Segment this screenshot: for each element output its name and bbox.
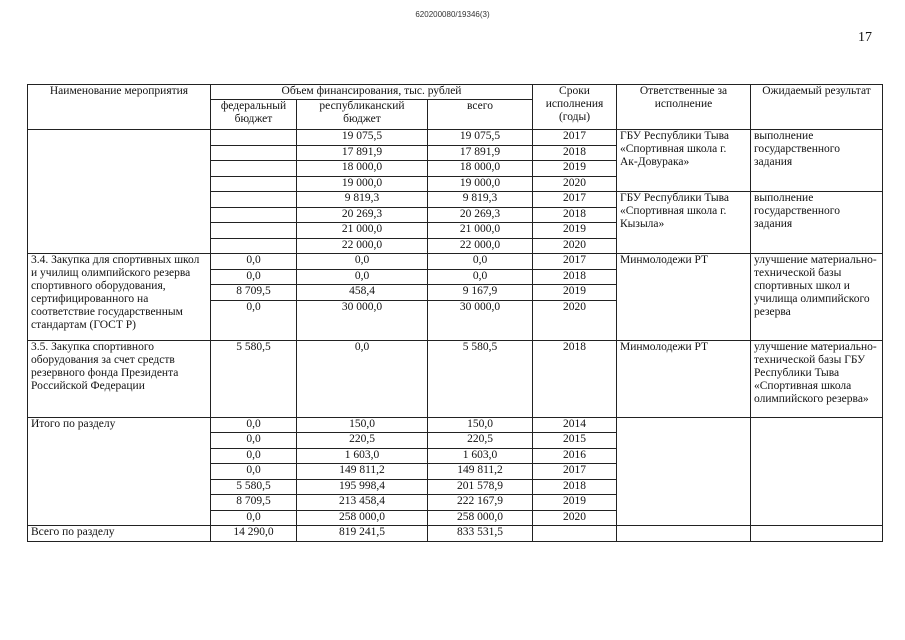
year-cell [533, 526, 617, 542]
total-cell: 833 531,5 [428, 526, 533, 542]
responsible-cell: Минмолодежи РТ [617, 254, 751, 341]
total-cell: 19 075,5 [428, 130, 533, 146]
header-name: Наименование мероприятия [28, 85, 211, 130]
federal-cell: 0,0 [211, 300, 297, 340]
republic-cell: 9 819,3 [297, 192, 428, 208]
year-cell: 2018 [533, 269, 617, 285]
federal-cell [211, 223, 297, 239]
item-3-4-name: 3.4. Закупка для спортивных школ и училищ олимпийского резерва спортивного оборудования, сертифицированного на соответствие государственным стандартам (ГОСТ Р) [28, 254, 211, 341]
responsible-cell: ГБУ Республики Тыва «Спортивная школа г. Кызыла» [617, 192, 751, 254]
header-result: Ожидаемый результат [751, 85, 883, 130]
year-cell: 2017 [533, 464, 617, 480]
total-cell: 9 819,3 [428, 192, 533, 208]
result-cell: улучшение материально-технической базы ГБУ Республики Тыва «Спортивная школа олимпийского резерва» [751, 340, 883, 417]
year-cell: 2018 [533, 479, 617, 495]
year-cell: 2017 [533, 254, 617, 270]
responsible-cell [617, 526, 751, 542]
result-cell: улучшение материально-технической базы спортивных школ и училища олимпийского резерва [751, 254, 883, 341]
federal-cell: 8 709,5 [211, 285, 297, 301]
result-cell: выполнение государственного задания [751, 130, 883, 192]
federal-cell: 0,0 [211, 448, 297, 464]
year-cell: 2014 [533, 417, 617, 433]
year-cell: 2020 [533, 300, 617, 340]
republic-cell: 18 000,0 [297, 161, 428, 177]
empty-name-cell [28, 130, 211, 254]
federal-cell [211, 176, 297, 192]
header-total: всего [428, 100, 533, 130]
republic-cell: 19 075,5 [297, 130, 428, 146]
republic-cell: 21 000,0 [297, 223, 428, 239]
total-cell: 30 000,0 [428, 300, 533, 340]
republic-cell: 0,0 [297, 340, 428, 417]
republic-cell: 0,0 [297, 254, 428, 270]
year-cell: 2015 [533, 433, 617, 449]
responsible-cell: ГБУ Республики Тыва «Спортивная школа г. Ак-Довурака» [617, 130, 751, 192]
year-cell: 2019 [533, 495, 617, 511]
federal-cell: 5 580,5 [211, 340, 297, 417]
republic-cell: 258 000,0 [297, 510, 428, 526]
header-terms: Сроки исполнения (годы) [533, 85, 617, 130]
header-republic: республиканский бюджет [297, 100, 428, 130]
total-cell: 0,0 [428, 254, 533, 270]
header-federal: федеральный бюджет [211, 100, 297, 130]
result-cell [751, 526, 883, 542]
total-cell: 17 891,9 [428, 145, 533, 161]
header-funding: Объем финансирования, тыс. рублей [211, 85, 533, 100]
year-cell: 2020 [533, 176, 617, 192]
federal-cell: 0,0 [211, 510, 297, 526]
item-3-5-name: 3.5. Закупка спортивного оборудования за счет средств резервного фонда Президента Российской Федерации [28, 340, 211, 417]
federal-cell: 0,0 [211, 433, 297, 449]
itogo-label: Итого по разделу [28, 417, 211, 526]
document-code: 620200080/19346(3) [415, 10, 490, 19]
year-cell: 2019 [533, 223, 617, 239]
responsible-cell: Минмолодежи РТ [617, 340, 751, 417]
total-cell: 150,0 [428, 417, 533, 433]
year-cell: 2018 [533, 207, 617, 223]
total-cell: 0,0 [428, 269, 533, 285]
year-cell: 2018 [533, 145, 617, 161]
republic-cell: 220,5 [297, 433, 428, 449]
total-cell: 201 578,9 [428, 479, 533, 495]
republic-cell: 30 000,0 [297, 300, 428, 340]
result-cell: выполнение государственного задания [751, 192, 883, 254]
republic-cell: 19 000,0 [297, 176, 428, 192]
republic-cell: 22 000,0 [297, 238, 428, 254]
total-cell: 22 000,0 [428, 238, 533, 254]
year-cell: 2017 [533, 192, 617, 208]
total-cell: 19 000,0 [428, 176, 533, 192]
republic-cell: 819 241,5 [297, 526, 428, 542]
total-cell: 5 580,5 [428, 340, 533, 417]
republic-cell: 213 458,4 [297, 495, 428, 511]
year-cell: 2020 [533, 238, 617, 254]
result-cell [751, 417, 883, 526]
header-responsible: Ответственные за исполнение [617, 85, 751, 130]
total-cell: 222 167,9 [428, 495, 533, 511]
year-cell: 2017 [533, 130, 617, 146]
federal-cell: 8 709,5 [211, 495, 297, 511]
federal-cell: 0,0 [211, 417, 297, 433]
federal-cell [211, 238, 297, 254]
republic-cell: 20 269,3 [297, 207, 428, 223]
federal-cell [211, 130, 297, 146]
page-number: 17 [858, 30, 872, 45]
federal-cell: 14 290,0 [211, 526, 297, 542]
total-cell: 18 000,0 [428, 161, 533, 177]
federal-cell [211, 192, 297, 208]
year-cell: 2016 [533, 448, 617, 464]
federal-cell [211, 145, 297, 161]
vsego-label: Всего по разделу [28, 526, 211, 542]
responsible-cell [617, 417, 751, 526]
total-cell: 20 269,3 [428, 207, 533, 223]
funding-table [27, 84, 883, 542]
federal-cell: 0,0 [211, 464, 297, 480]
federal-cell [211, 207, 297, 223]
total-cell: 220,5 [428, 433, 533, 449]
republic-cell: 195 998,4 [297, 479, 428, 495]
federal-cell [211, 161, 297, 177]
republic-cell: 0,0 [297, 269, 428, 285]
federal-cell: 0,0 [211, 254, 297, 270]
year-cell: 2019 [533, 161, 617, 177]
republic-cell: 17 891,9 [297, 145, 428, 161]
republic-cell: 458,4 [297, 285, 428, 301]
year-cell: 2020 [533, 510, 617, 526]
republic-cell: 1 603,0 [297, 448, 428, 464]
total-cell: 9 167,9 [428, 285, 533, 301]
republic-cell: 150,0 [297, 417, 428, 433]
republic-cell: 149 811,2 [297, 464, 428, 480]
year-cell: 2018 [533, 340, 617, 417]
federal-cell: 5 580,5 [211, 479, 297, 495]
total-cell: 1 603,0 [428, 448, 533, 464]
total-cell: 21 000,0 [428, 223, 533, 239]
total-cell: 149 811,2 [428, 464, 533, 480]
federal-cell: 0,0 [211, 269, 297, 285]
total-cell: 258 000,0 [428, 510, 533, 526]
year-cell: 2019 [533, 285, 617, 301]
